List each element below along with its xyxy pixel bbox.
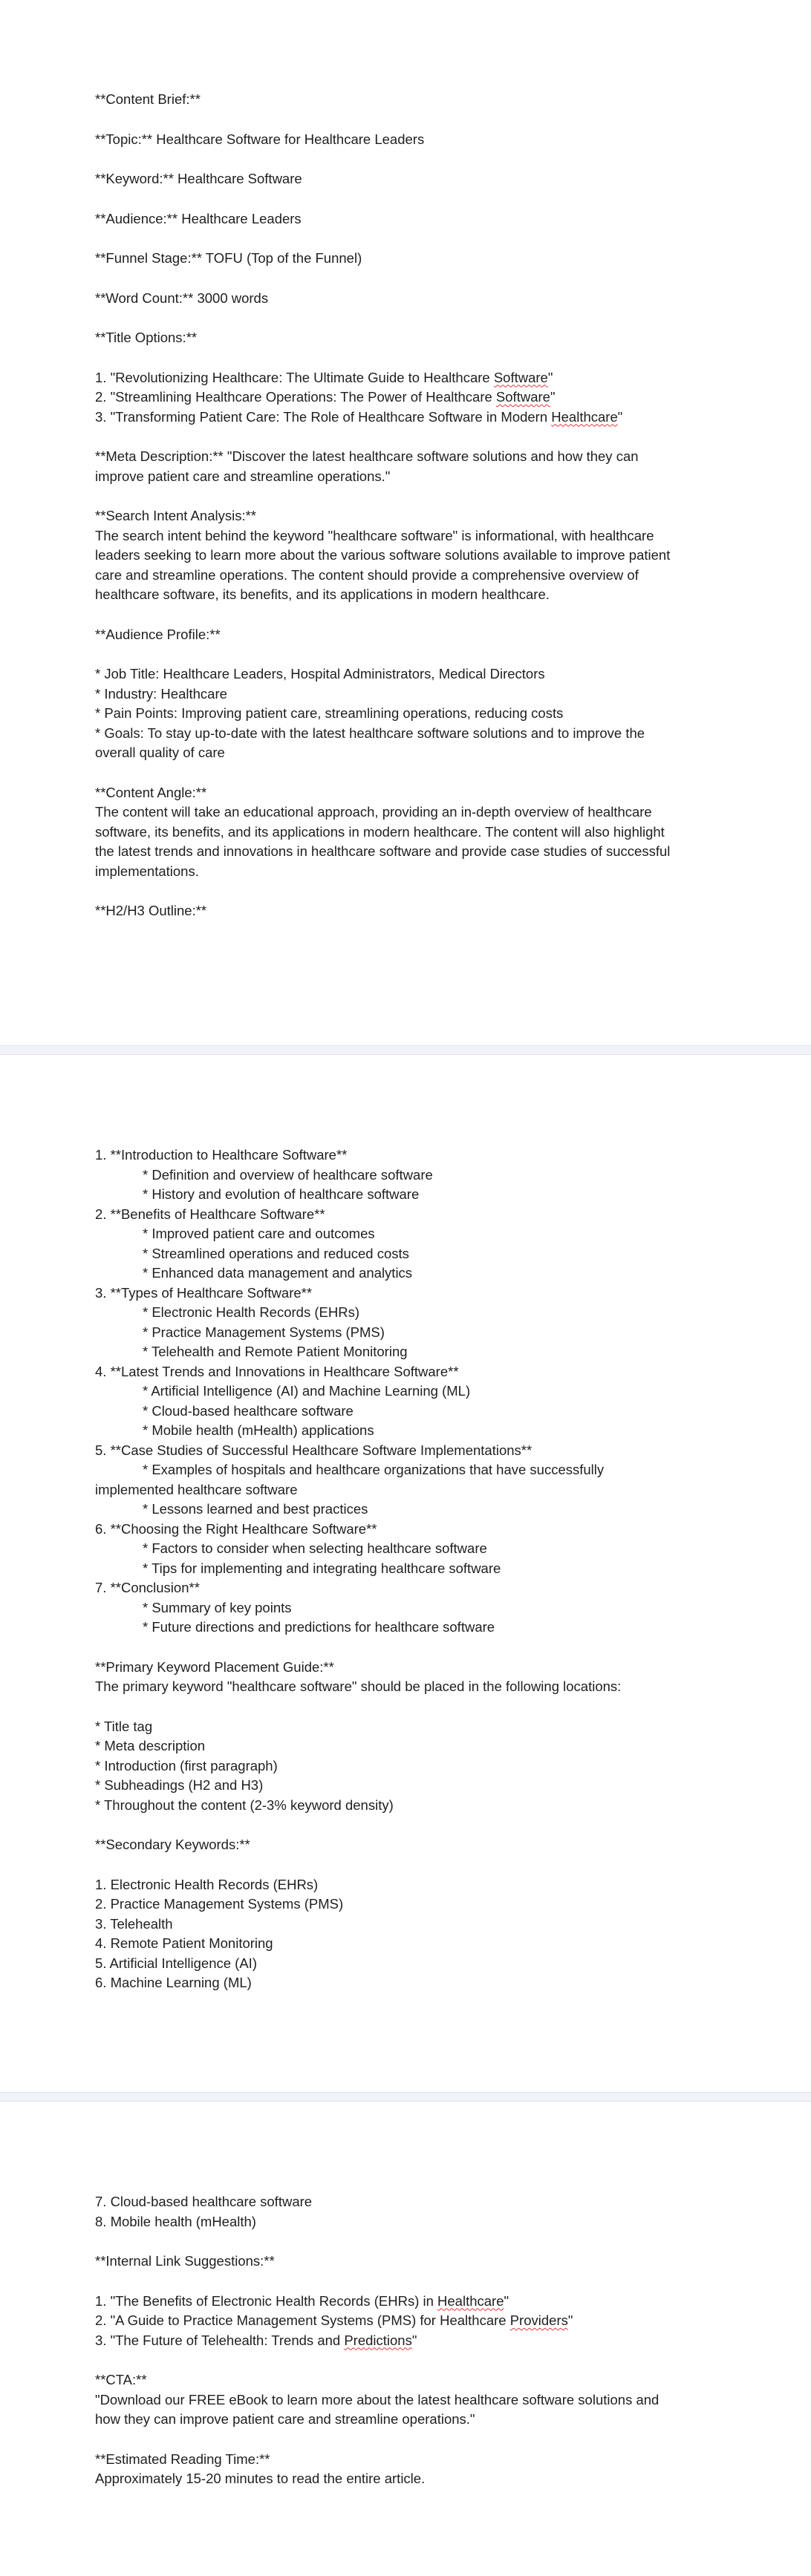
outline-subitem: * Cloud-based healthcare software: [143, 1402, 354, 1419]
audience-profile-item: * Goals: To stay up-to-date with the latest healthcare software solutions and to improve the: [95, 725, 645, 741]
outline-subitem: * Future directions and predictions for healthcare software: [143, 1619, 495, 1635]
content-angle-text: The content will take an educational approach, providing an in-depth overview of healthcare: [95, 804, 652, 820]
title-options-heading: **Title Options:**: [95, 330, 198, 345]
document-page-2: [0, 1055, 811, 2092]
keyword-line: **Keyword:** Healthcare Software: [95, 171, 302, 186]
outline-subitem: * Streamlined operations and reduced costs: [143, 1245, 409, 1261]
title-option: 3. "Transforming Patient Care: The Role of Healthcare Software in Modern Healthcare": [95, 408, 623, 425]
content-angle-text: the latest trends and innovations in healthcare software and provide case studies of successful: [95, 843, 671, 859]
secondary-keyword-item: 6. Machine Learning (ML): [95, 1975, 252, 1990]
word-count-line: **Word Count:** 3000 words: [95, 290, 269, 306]
placement-item: * Throughout the content (2-3% keyword density): [95, 1797, 394, 1813]
secondary-keywords-heading: **Secondary Keywords:**: [95, 1837, 250, 1852]
outline-subitem: * Tips for implementing and integrating healthcare software: [143, 1560, 501, 1576]
outline-item: 4. **Latest Trends and Innovations in Healthcare Software**: [95, 1363, 459, 1379]
spellcheck-flag[interactable]: Healthcare: [551, 408, 618, 425]
meta-description-line: **Meta Description:** "Discover the latest healthcare software solutions and how they can: [95, 448, 639, 464]
audience-profile-item: overall quality of care: [95, 745, 225, 760]
title-option: 1. "Revolutionizing Healthcare: The Ultimate Guide to Healthcare Software": [95, 369, 553, 385]
internal-links-heading: **Internal Link Suggestions:**: [95, 2253, 275, 2269]
audience-profile-item: * Industry: Healthcare: [95, 685, 227, 702]
page-1-text: [95, 90, 719, 921]
placement-item: * Introduction (first paragraph): [95, 1757, 278, 1774]
secondary-keyword-item: 7. Cloud-based healthcare software: [95, 2194, 313, 2209]
content-angle-text: software, its benefits, and its applications in modern healthcare. The content will also highlight: [95, 823, 665, 840]
title-option: 2. "Streamlining Healthcare Operations: The Power of Healthcare Software": [95, 389, 556, 405]
search-intent-text: The search intent behind the keyword "healthcare software" is informational, with healthcare: [95, 527, 654, 543]
outline-item: 1. **Introduction to Healthcare Software**: [95, 1147, 348, 1163]
secondary-keyword-item: 4. Remote Patient Monitoring: [95, 1935, 273, 1951]
funnel-stage-line: **Funnel Stage:** TOFU (Top of the Funnel): [95, 250, 362, 266]
content-brief-heading: **Content Brief:**: [95, 91, 201, 107]
page-3-text: [95, 2192, 719, 2489]
spellcheck-flag[interactable]: Healthcare: [437, 2292, 504, 2309]
outline-item: 5. **Case Studies of Successful Healthcare Software Implementations**: [95, 1442, 532, 1458]
placement-item: * Subheadings (H2 and H3): [95, 1777, 264, 1793]
outline-subitem: * Definition and overview of healthcare software: [143, 1166, 433, 1183]
placement-item: * Title tag: [95, 1718, 153, 1734]
meta-description-line: improve patient care and streamline operations.": [95, 468, 391, 484]
topic-line: **Topic:** Healthcare Software for Healthcare Leaders: [95, 131, 425, 147]
document-page-3: [0, 2102, 811, 2576]
secondary-keyword-item: 1. Electronic Health Records (EHRs): [95, 1876, 319, 1892]
spellcheck-flag[interactable]: Software: [495, 389, 550, 405]
internal-link-item: 1. "The Benefits of Electronic Health Records (EHRs) in Healthcare": [95, 2292, 509, 2309]
content-angle-text: implementations.: [95, 863, 199, 879]
keyword-placement-intro: The primary keyword "healthcare software" should be placed in the following locations:: [95, 1678, 622, 1694]
document-page-1: [0, 0, 811, 1045]
outline-subitem: * Practice Management Systems (PMS): [143, 1324, 385, 1340]
spellcheck-flag[interactable]: Predictions: [344, 2332, 412, 2348]
page-break: [0, 1045, 811, 1055]
audience-line: **Audience:** Healthcare Leaders: [95, 210, 302, 226]
outline-subitem: * Lessons learned and best practices: [143, 1501, 368, 1517]
secondary-keyword-item: 3. Telehealth: [95, 1915, 173, 1932]
keyword-placement-heading: **Primary Keyword Placement Guide:**: [95, 1658, 334, 1675]
outline-subitem: * Summary of key points: [143, 1599, 292, 1615]
outline-item: 2. **Benefits of Healthcare Software**: [95, 1206, 325, 1222]
internal-link-item: 2. "A Guide to Practice Management Systems (PMS) for Healthcare Providers": [95, 2312, 573, 2328]
secondary-keyword-item: 5. Artificial Intelligence (AI): [95, 1955, 257, 1971]
outline-subitem: * Telehealth and Remote Patient Monitoring: [143, 1344, 408, 1359]
outline-subitem: * Enhanced data management and analytics: [143, 1265, 413, 1281]
search-intent-text: healthcare software, its benefits, and its applications in modern healthcare.: [95, 586, 550, 602]
content-angle-heading: **Content Angle:**: [95, 784, 207, 800]
outline-item: 7. **Conclusion**: [95, 1580, 200, 1595]
audience-profile-heading: **Audience Profile:**: [95, 626, 221, 642]
secondary-keyword-item: 8. Mobile health (mHealth): [95, 2213, 256, 2229]
secondary-keyword-item: 2. Practice Management Systems (PMS): [95, 1896, 344, 1912]
outline-subitem: * Improved patient care and outcomes: [143, 1226, 375, 1241]
reading-time-text: Approximately 15-20 minutes to read the entire article.: [95, 2471, 426, 2486]
outline-item: 3. **Types of Healthcare Software**: [95, 1284, 313, 1301]
internal-link-item: 3. "The Future of Telehealth: Trends and Predictions": [95, 2332, 417, 2348]
cta-text: how they can improve patient care and streamline operations.": [95, 2411, 475, 2427]
outline-subitem: * Artificial Intelligence (AI) and Machine Learning (ML): [143, 1383, 471, 1399]
outline-subitem: * Electronic Health Records (EHRs): [143, 1304, 359, 1320]
placement-item: * Meta description: [95, 1738, 206, 1753]
page-2-text: [95, 1145, 719, 1993]
spellcheck-flag[interactable]: Providers: [509, 2312, 568, 2328]
audience-profile-item: * Pain Points: Improving patient care, streamlining operations, reducing costs: [95, 705, 564, 721]
outline-subitem-continuation: implemented healthcare software: [95, 1481, 298, 1497]
outline-heading: **H2/H3 Outline:**: [95, 903, 207, 918]
spellcheck-flag[interactable]: Software: [493, 369, 548, 385]
audience-profile-item: * Job Title: Healthcare Leaders, Hospital Administrators, Medical Directors: [95, 666, 545, 681]
search-intent-text: leaders seeking to learn more about the various software solutions available to improve patient: [95, 547, 671, 563]
outline-subitem: * History and evolution of healthcare software: [143, 1186, 420, 1202]
outline-subitem: * Examples of hospitals and healthcare organizations that have successfully: [143, 1462, 605, 1477]
search-intent-heading: **Search Intent Analysis:**: [95, 508, 256, 523]
outline-subitem: * Mobile health (mHealth) applications: [143, 1422, 374, 1438]
search-intent-text: care and streamline operations. The content should provide a comprehensive overview of: [95, 566, 639, 583]
cta-text: "Download our FREE eBook to learn more about the latest healthcare software solutions and: [95, 2391, 659, 2407]
outline-item: 6. **Choosing the Right Healthcare Software**: [95, 1520, 377, 1537]
reading-time-heading: **Estimated Reading Time:**: [95, 2451, 270, 2467]
page-break: [0, 2092, 811, 2102]
outline-subitem: * Factors to consider when selecting healthcare software: [143, 1540, 487, 1556]
cta-heading: **CTA:**: [95, 2372, 147, 2387]
